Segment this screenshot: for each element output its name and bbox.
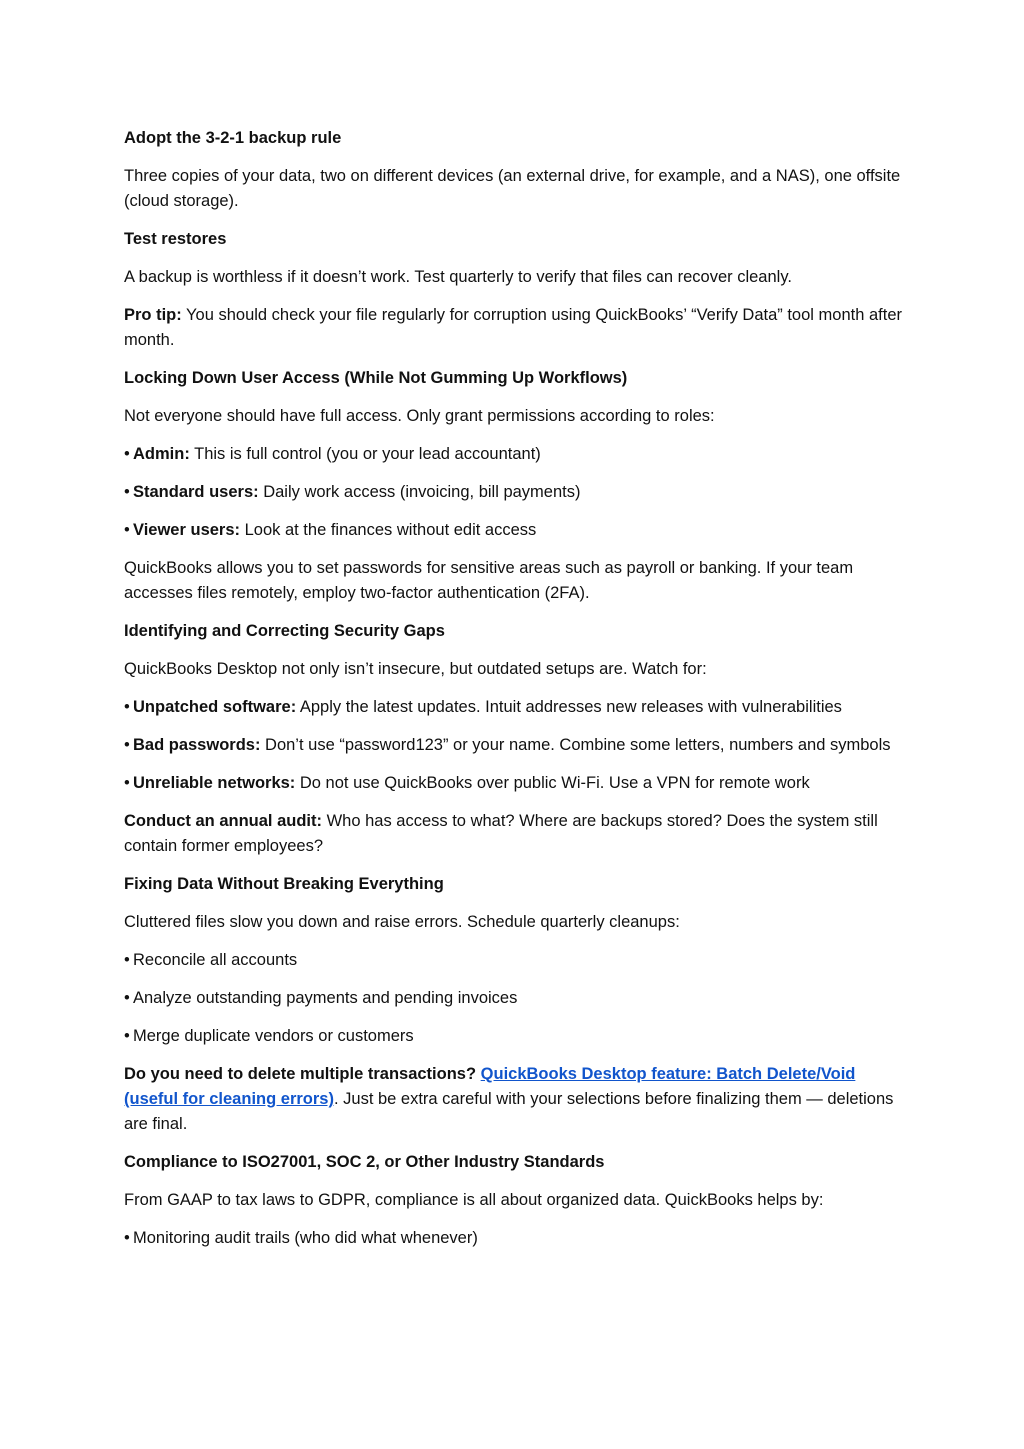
paragraph-fixing-data: Cluttered files slow you down and raise errors. Schedule quarterly cleanups: [124,913,680,931]
list-item-gap [124,733,914,758]
batch-delete [124,1062,914,1137]
heading-fixing-data: Fixing Data Without Breaking Everything [124,875,444,893]
role-label: Admin: [133,445,190,463]
paragraph-test-restores: A backup is worthless if it doesn’t work. Test quarterly to verify that files can recover cleanly. [124,268,792,286]
bullet-icon: • [124,445,130,463]
role-label: Standard users: [133,483,259,501]
gap-text: Do not use QuickBooks over public Wi-Fi. Use a VPN for remote work [295,774,810,792]
help-text: Monitoring audit trails (who did what whenever) [133,1229,478,1247]
heading-security-gaps: Identifying and Correcting Security Gaps [124,622,445,640]
role-text: Daily work access (invoicing, bill payments) [258,483,581,501]
list-item-gap [124,771,914,796]
bullet-icon: • [124,698,130,716]
paragraph-user-access: Not everyone should have full access. Only grant permissions according to roles: [124,407,715,425]
paragraph-passwords-2fa: QuickBooks allows you to set passwords for sensitive areas such as payroll or banking. If your team accesses files remotely, employ two-factor authentication (2FA). [124,559,854,602]
bullet-icon: • [124,483,130,501]
bullet-icon: • [124,951,130,969]
bullet-icon: • [124,1229,130,1247]
pro-tip-text: You should check your file regularly for corruption using QuickBooks’ “Verify Data” tool month after month. [124,306,902,349]
gap-text: Apply the latest updates. Intuit addresses new releases with vulnerabilities [296,698,842,716]
bullet-icon: • [124,521,130,539]
gap-text: Don’t use “password123” or your name. Combine some letters, numbers and symbols [260,736,891,754]
gap-label: Unpatched software: [133,698,297,716]
list-item-help [124,1226,914,1251]
cleanup-text: Analyze outstanding payments and pending invoices [133,989,518,1007]
role-label: Viewer users: [133,521,241,539]
paragraph-compliance: From GAAP to tax laws to GDPR, compliance is all about organized data. QuickBooks helps by: [124,1191,824,1209]
audit-text: Who has access to what? Where are backups stored? Does the system still contain former employees? [124,812,878,855]
list-item-cleanup [124,986,914,1011]
list-item-role [124,518,914,543]
heading-backup-rule: Adopt the 3-2-1 backup rule [124,129,342,147]
role-text: Look at the finances without edit access [240,521,537,539]
heading-user-access: Locking Down User Access (While Not Gumming Up Workflows) [124,369,628,387]
list-item-role [124,480,914,505]
cleanup-text: Reconcile all accounts [133,951,298,969]
bullet-icon: • [124,1027,130,1045]
paragraph-security-gaps: QuickBooks Desktop not only isn’t insecure, but outdated setups are. Watch for: [124,660,707,678]
cleanup-text: Merge duplicate vendors or customers [133,1027,414,1045]
document-page [124,126,914,1264]
list-item-cleanup [124,1024,914,1049]
heading-test-restores: Test restores [124,230,227,248]
pro-tip-label: Pro tip: [124,306,182,324]
delete-label: Do you need to delete multiple transactions? [124,1065,477,1083]
list-item-role [124,442,914,467]
gap-label: Unreliable networks: [133,774,296,792]
bullet-icon: • [124,736,130,754]
delete-text: . Just be extra careful with your selections before finalizing them — deletions are final. [124,1090,894,1133]
audit-label: Conduct an annual audit: [124,812,322,830]
annual-audit [124,809,914,859]
bullet-icon: • [124,774,130,792]
list-item-cleanup [124,948,914,973]
heading-compliance: Compliance to ISO27001, SOC 2, or Other Industry Standards [124,1153,605,1171]
list-item-gap [124,695,914,720]
role-text: This is full control (you or your lead accountant) [189,445,541,463]
gap-label: Bad passwords: [133,736,261,754]
pro-tip [124,303,914,353]
batch-delete-link[interactable]: QuickBooks Desktop feature: Batch Delete/Void (useful for cleaning errors) [124,1065,856,1108]
paragraph-backup-rule: Three copies of your data, two on different devices (an external drive, for example, and a NAS), one offsite (cloud storage). [124,167,901,210]
bullet-icon: • [124,989,130,1007]
